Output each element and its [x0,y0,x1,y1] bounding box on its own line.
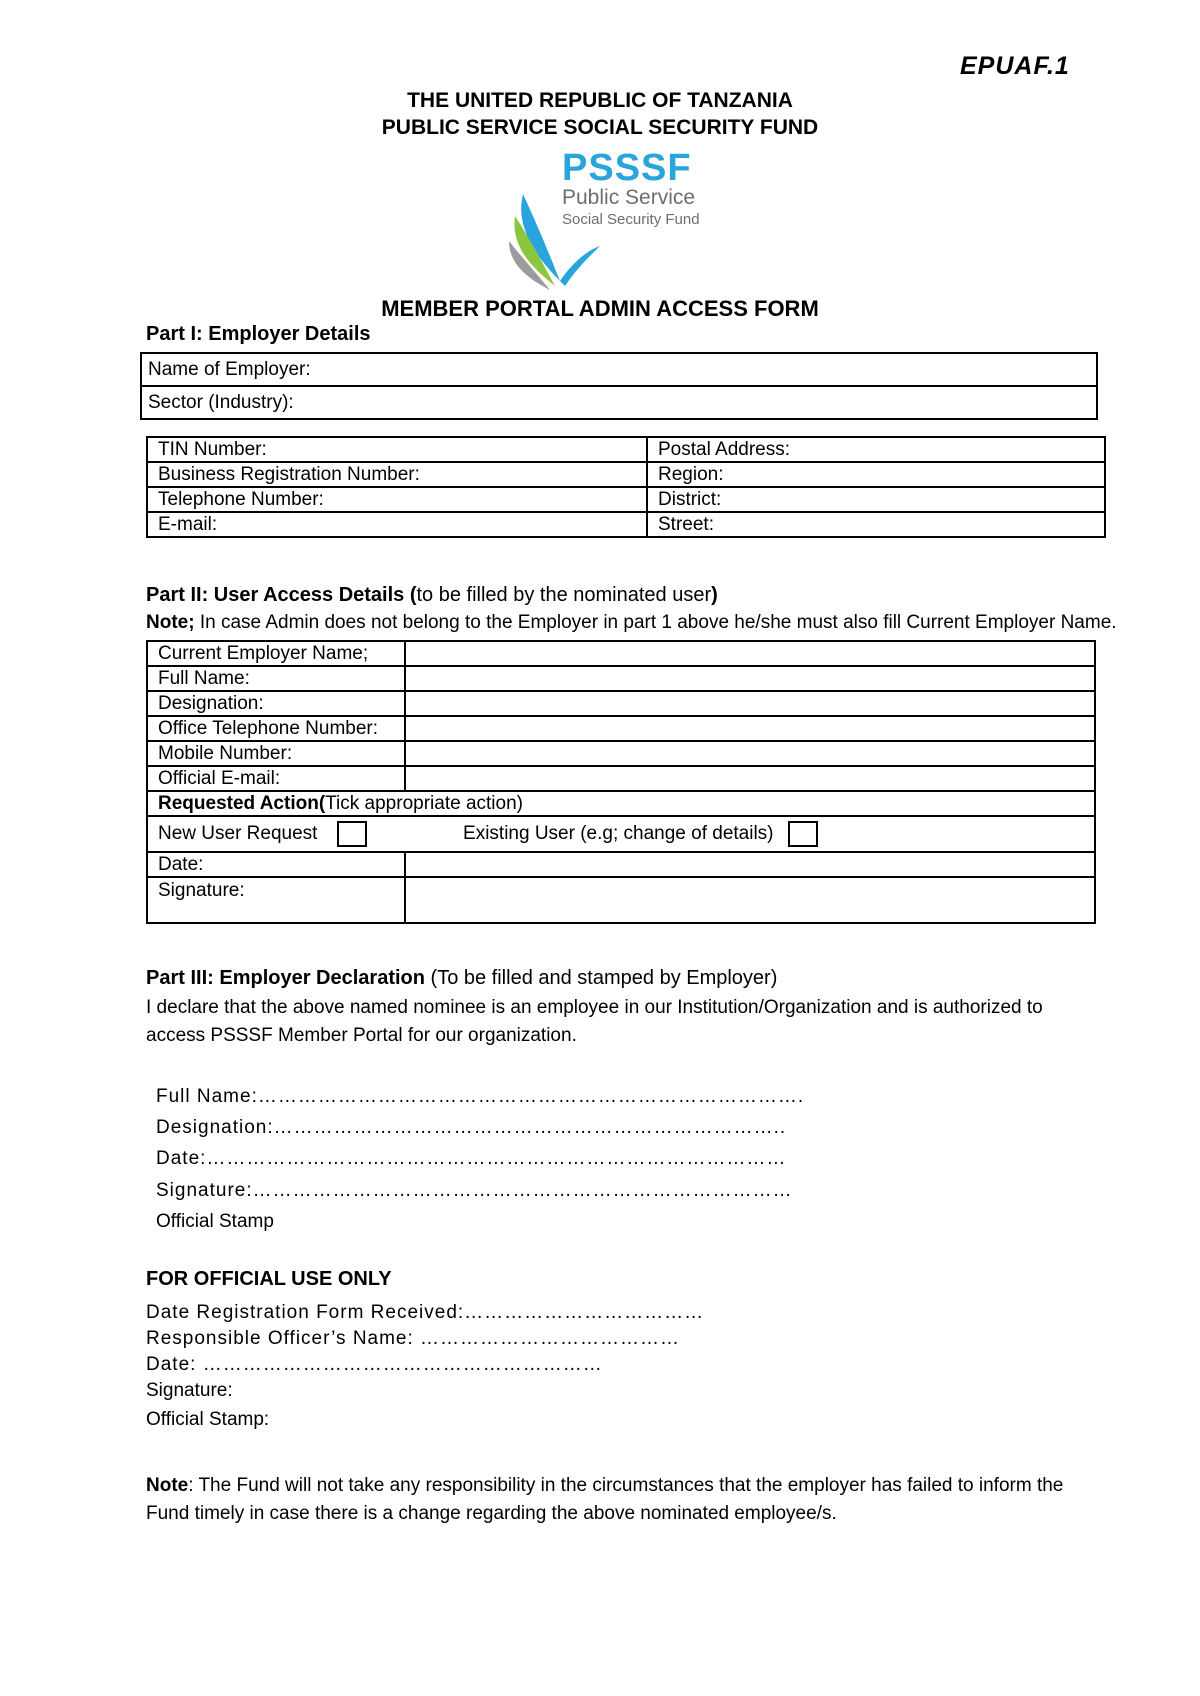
declaration-designation[interactable]: Designation:………………………………………………………………….. [156,1117,787,1138]
signature-label: Signature: [147,877,405,923]
logo-acronym: PSSSF [562,147,692,189]
date-label: Date: [147,852,405,877]
declaration-text: I declare that the above named nominee is an employee in our Institution/Organization and is authorized to access PSSSF Member Portal for our organization. [146,997,1043,1046]
mobile-number-label: Mobile Number: [147,741,405,766]
logo-line1: Public Service [562,186,696,209]
part2-note-label: Note; [146,612,195,633]
part2-note [146,612,1117,634]
part1-heading: Part I: Employer Details [146,323,371,345]
name-of-employer-field[interactable]: Name of Employer: [141,353,1097,386]
region-field[interactable]: Region: [647,462,1105,487]
action-options-row [147,816,1095,852]
new-user-label: New User Request [158,823,318,845]
postal-address-field[interactable]: Postal Address: [647,437,1105,462]
official-date[interactable]: Date: …………………………………………………… [146,1354,603,1375]
email-field[interactable]: E-mail: [147,512,647,537]
full-name-label: Full Name: [147,666,405,691]
logo-bird-head [560,246,600,286]
requested-action-label: Requested Action( [158,792,326,814]
requested-action-hint: Tick appropriate action) [325,792,523,814]
declaration-full-name[interactable]: Full Name:………………………………………………………………………. [156,1086,805,1107]
official-officer-name[interactable]: Responsible Officer’s Name: ………………………………… [146,1328,681,1349]
part2-note-text: In case Admin does not belong to the Employer in part 1 above he/she must also fill Current Employer Name. [194,612,1117,633]
current-employer-input[interactable] [405,641,1095,666]
official-date-received[interactable]: Date Registration Form Received:……………………………… [146,1302,705,1323]
office-telephone-input[interactable] [405,716,1095,741]
pssf-logo [505,146,705,292]
telephone-number-field[interactable]: Telephone Number: [147,487,647,512]
business-registration-field[interactable]: Business Registration Number: [147,462,647,487]
employer-details-grid [146,436,1106,538]
tin-number-field[interactable]: TIN Number: [147,437,647,462]
part2-heading-bold: Part II: User Access Details ( [146,584,417,606]
official-use-heading: FOR OFFICIAL USE ONLY [146,1268,392,1290]
footer-note [146,1472,1086,1528]
footer-note-label: Note [146,1475,189,1496]
form-code: EPUAF.1 [960,52,1070,80]
district-field[interactable]: District: [647,487,1105,512]
country-header: THE UNITED REPUBLIC OF TANZANIA [407,89,793,112]
user-access-table [146,640,1096,924]
part3-heading [146,967,777,990]
part2-heading [146,584,718,607]
date-input[interactable] [405,852,1095,877]
requested-action-row [147,791,1095,816]
current-employer-label: Current Employer Name; [147,641,405,666]
signature-input[interactable] [405,877,1095,923]
street-field[interactable]: Street: [647,512,1105,537]
employer-name-table [140,352,1098,420]
existing-user-label: Existing User (e.g; change of details) [463,823,774,845]
sector-field[interactable]: Sector (Industry): [141,386,1097,419]
part2-heading-close: ) [711,584,718,606]
official-stamp: Official Stamp: [146,1409,270,1430]
part3-heading-bold: Part III: Employer Declaration [146,967,425,989]
part3-heading-plain: (To be filled and stamped by Employer) [424,967,778,989]
full-name-input[interactable] [405,666,1095,691]
logo-line2: Social Security Fund [562,211,700,228]
official-signature[interactable]: Signature: [146,1380,233,1401]
footer-note-text: : The Fund will not take any responsibility in the circumstances that the employer has failed to inform the Fund timely in case there is a change regarding the above nominated employee/s. [146,1475,1064,1524]
designation-label: Designation: [147,691,405,716]
declaration-stamp: Official Stamp [156,1211,274,1232]
fund-header: PUBLIC SERVICE SOCIAL SECURITY FUND [381,116,819,139]
existing-user-checkbox[interactable] [788,821,818,847]
new-user-checkbox[interactable] [337,821,367,847]
official-email-label: Official E-mail: [147,766,405,791]
office-telephone-label: Office Telephone Number: [147,716,405,741]
official-email-input[interactable] [405,766,1095,791]
declaration-signature[interactable]: Signature:……………………………………………………………………… [156,1180,793,1201]
declaration-date[interactable]: Date:…………………………………………………………………………… [156,1148,787,1169]
part2-heading-plain: to be filled by the nominated user [416,584,712,606]
mobile-number-input[interactable] [405,741,1095,766]
form-title: MEMBER PORTAL ADMIN ACCESS FORM [381,296,819,321]
designation-input[interactable] [405,691,1095,716]
